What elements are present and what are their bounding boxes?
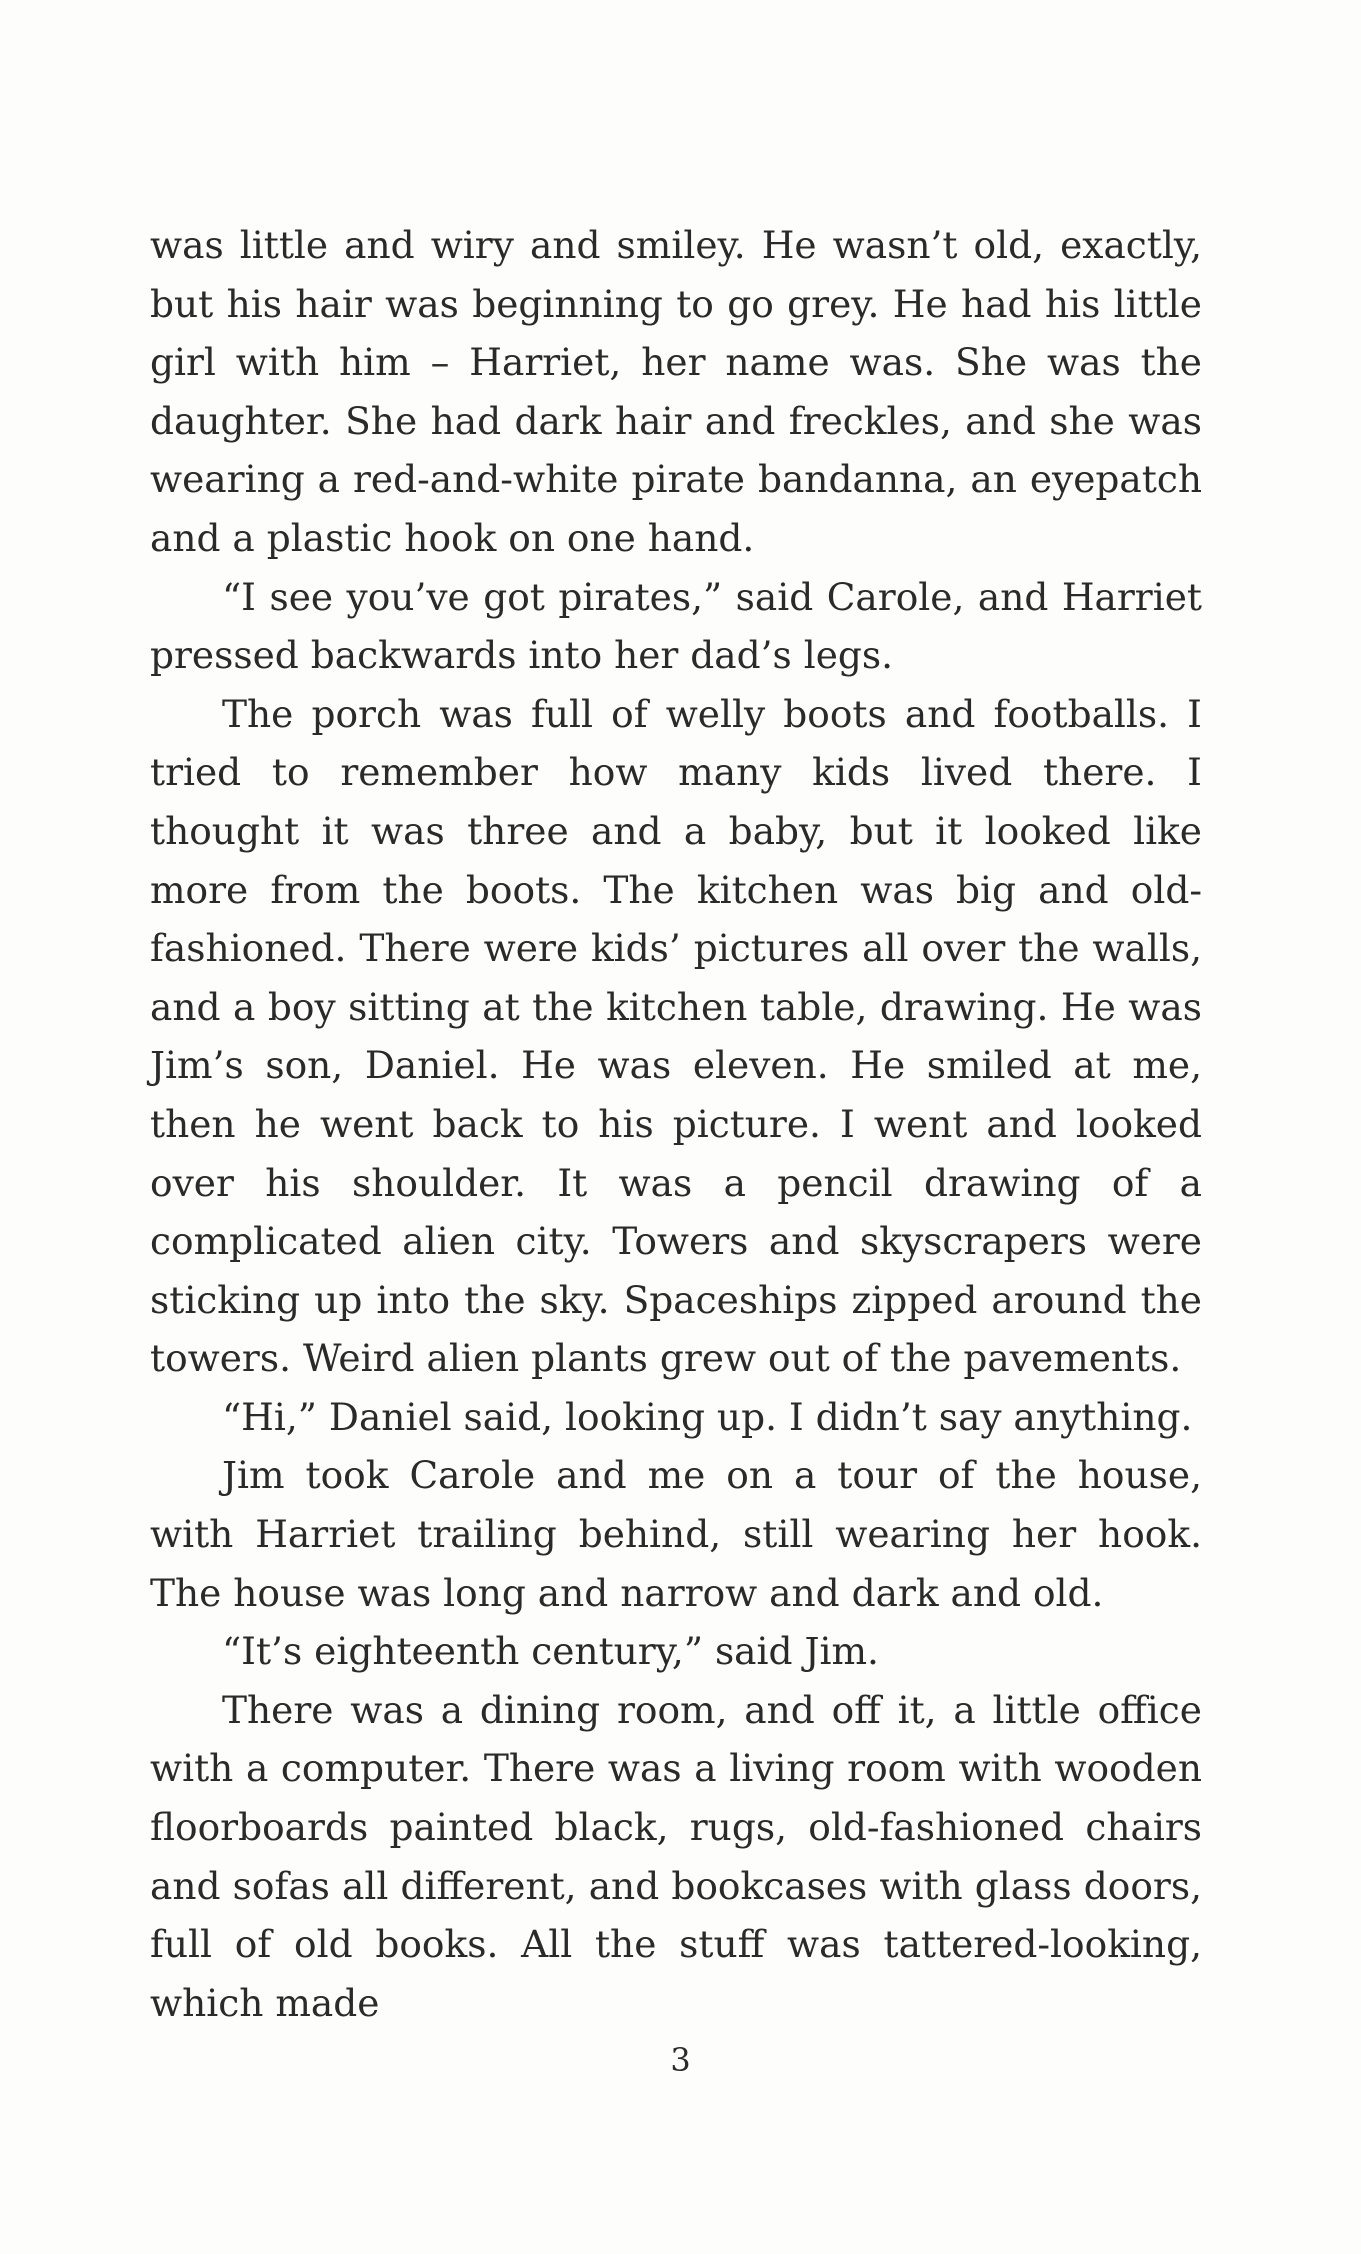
paragraph-3: The porch was full of welly boots and footballs. I tried to remember how many kids lived there. I thought it was three and a baby, but it looked like more from the boots. The kitchen was big and old-fashioned. There were kids’ pictures all over the walls, and a boy sitting at the kitchen table, drawing. He was Jim’s son, Daniel. He was eleven. He smiled at me, then he went back to his picture. I went and looked over his shoulder. It was a pencil drawing of a complicated alien city. Towers and skyscrapers were sticking up into the sky. Spaceships zipped around the towers. Weird alien plants grew out of the pavements. [150,691,1202,1381]
paragraph-5: Jim took Carole and me on a tour of the house, with Harriet trailing behind, still wearing her hook. The house was long and narrow and dark and old. [150,1453,1202,1615]
paragraph-4: “Hi,” Daniel said, looking up. I didn’t say anything. [222,1394,1193,1439]
paragraph-2: “I see you’ve got pirates,” said Carole, and Harriet pressed backwards into her dad’s legs. [150,574,1202,678]
paragraph-7: There was a dining room, and off it, a little office with a computer. There was a living room with wooden floorboards painted black, rugs, old-fashioned chairs and sofas all different, and bookcases with glass doors, full of old books. All the stuff was tattered-looking, which made [150,1687,1202,2025]
paragraph-1: was little and wiry and smiley. He wasn’t old, exactly, but his hair was beginning to go grey. He had his little girl with him – Harriet, her name was. She was the daughter. She had dark hair and freckles, and she was wearing a red-and-white pirate bandanna, an eyepatch and a plastic hook on one hand. [150,223,1202,560]
paragraph-6: “It’s eighteenth century,” said Jim. [222,1629,879,1674]
body-text [150,216,1202,2032]
page-number: 3 [670,2041,691,2079]
